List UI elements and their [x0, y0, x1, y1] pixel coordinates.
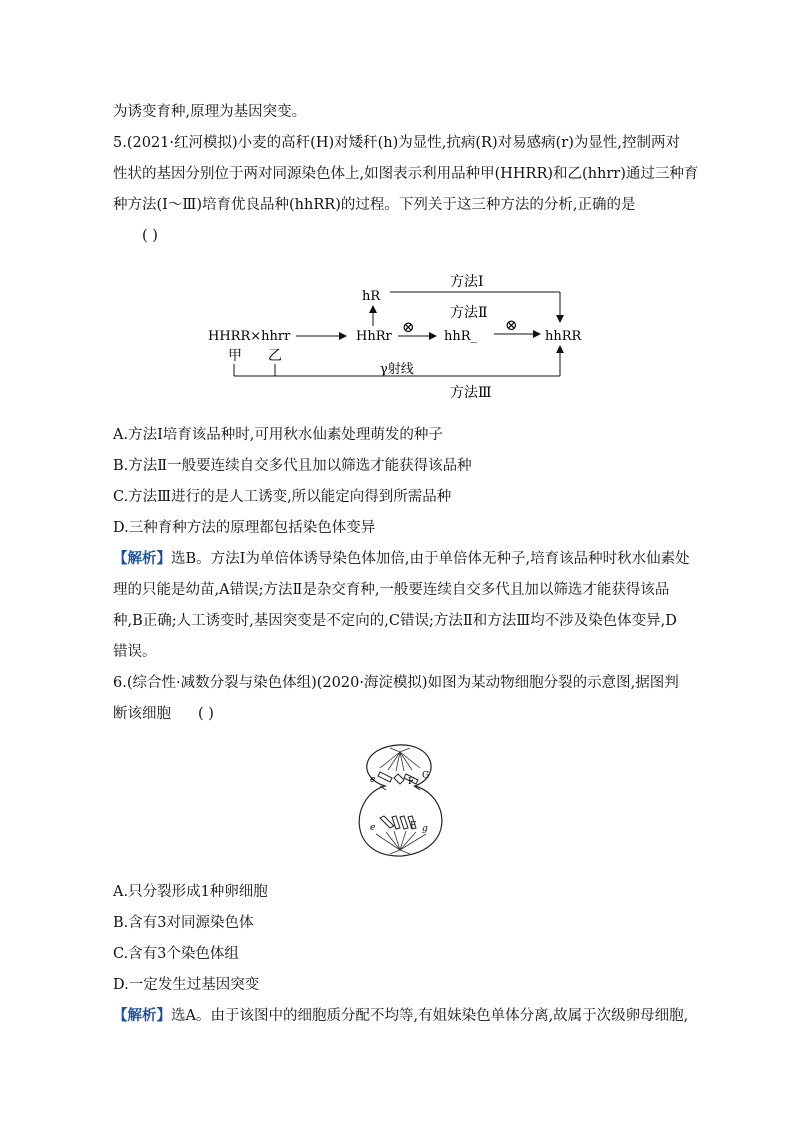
q6-analysis-line-1	[113, 1006, 688, 1026]
hR-label: hR	[362, 289, 381, 304]
yi-label: 乙	[268, 348, 282, 364]
q5-stem-line-1: 5.(2021·红河模拟)小麦的高秆(H)对矮秆(h)为显性,抗病(R)对易感病(r)为显性,控制两对	[113, 135, 680, 151]
q6-option-d[interactable]: D.一定发生过基因突变	[113, 977, 260, 993]
bottom-gene-F: F	[410, 821, 417, 831]
selfing-symbol-2: ⊗	[505, 316, 518, 334]
q5-option-b[interactable]: B.方法Ⅱ一般要连续自交多代且加以筛选才能获得该品种	[113, 458, 472, 474]
method3-label: 方法Ⅲ	[450, 385, 492, 400]
HhRr-label: HhRr	[356, 329, 392, 344]
q6-answer-paren: ( )	[198, 706, 214, 722]
q5-analysis-text-1: 选B。方法Ⅰ为单倍体诱导染色体加倍,由于单倍体无种子,培育该品种时秋水仙素处	[171, 551, 690, 567]
q5-stem-line-2: 性状的基因分别位于两对同源染色体上,如图表示利用品种甲(HHRR)和乙(hhrr)通过三种育	[113, 166, 699, 182]
q6-option-c[interactable]: C.含有3个染色体组	[113, 946, 239, 962]
q5-stem-line-3: 种方法(Ⅰ～Ⅲ)培育优良品种(hhRR)的过程。下列关于这三种方法的分析,正确的是	[113, 197, 636, 213]
q5-option-d[interactable]: D.三种育种方法的原理都包括染色体变异	[113, 520, 376, 536]
top-spindle	[380, 748, 420, 771]
q6-stem-line-1: 6.(综合性·减数分裂与染色体组)(2020·海淀模拟)如图为某动物细胞分裂的示意图,据图判	[113, 675, 679, 691]
method1-label: 方法Ⅰ	[450, 274, 484, 290]
q5-analysis-line-3: 种,B正确;人工诱变时,基因突变是不定向的,C错误;方法Ⅱ和方法Ⅲ均不涉及染色体变异,D	[113, 613, 677, 629]
q6-stem-line-2: 断该细胞	[113, 706, 171, 722]
q5-answer-paren: ( )	[142, 228, 158, 244]
q5-analysis-line-2: 理的只能是幼苗,A错误;方法Ⅱ是杂交育种,一般要连续自交多代且加以筛选才能获得该品	[113, 582, 670, 598]
q6-analysis-text-1: 选A。由于该图中的细胞质分配不均等,有姐妹染色单体分离,故属于次级卵母细胞,	[171, 1008, 689, 1024]
bottom-spindle	[376, 831, 426, 854]
q6-analysis-tag: 【解析】	[113, 1007, 171, 1024]
q5-analysis-line-4: 错误。	[113, 644, 157, 660]
cell-membrane	[359, 745, 442, 856]
cell-division-diagram	[330, 738, 470, 868]
hhR-label: hhR_	[444, 329, 478, 344]
gamma-label: γ射线	[380, 362, 414, 377]
bottom-gene-g: g	[422, 824, 428, 834]
top-line: 为诱变育种,原理为基因突变。	[113, 104, 307, 120]
q5-analysis-tag: 【解析】	[113, 550, 171, 567]
jia-label: 甲	[228, 348, 242, 364]
breeding-diagram	[0, 270, 793, 400]
q5-analysis-line-1	[113, 549, 690, 569]
selfing-symbol-1: ⊗	[402, 318, 415, 336]
bottom-gene-e: e	[370, 823, 376, 833]
method2-label: 方法Ⅱ	[450, 305, 488, 321]
q5-option-c[interactable]: C.方法Ⅲ进行的是人工诱变,所以能定向得到所需品种	[113, 489, 452, 505]
top-gene-F: F	[408, 777, 415, 787]
cross-label: HHRR×hhrr	[208, 329, 291, 344]
q6-option-a[interactable]: A.只分裂形成1种卵细胞	[113, 884, 268, 900]
q6-option-b[interactable]: B.含有3对同源染色体	[113, 915, 254, 931]
hhRR-label: hhRR	[545, 329, 582, 344]
top-gene-e: e	[370, 775, 376, 785]
q5-option-a[interactable]: A.方法Ⅰ培育该品种时,可用秋水仙素处理萌发的种子	[113, 427, 443, 443]
top-gene-G: G	[422, 771, 430, 781]
